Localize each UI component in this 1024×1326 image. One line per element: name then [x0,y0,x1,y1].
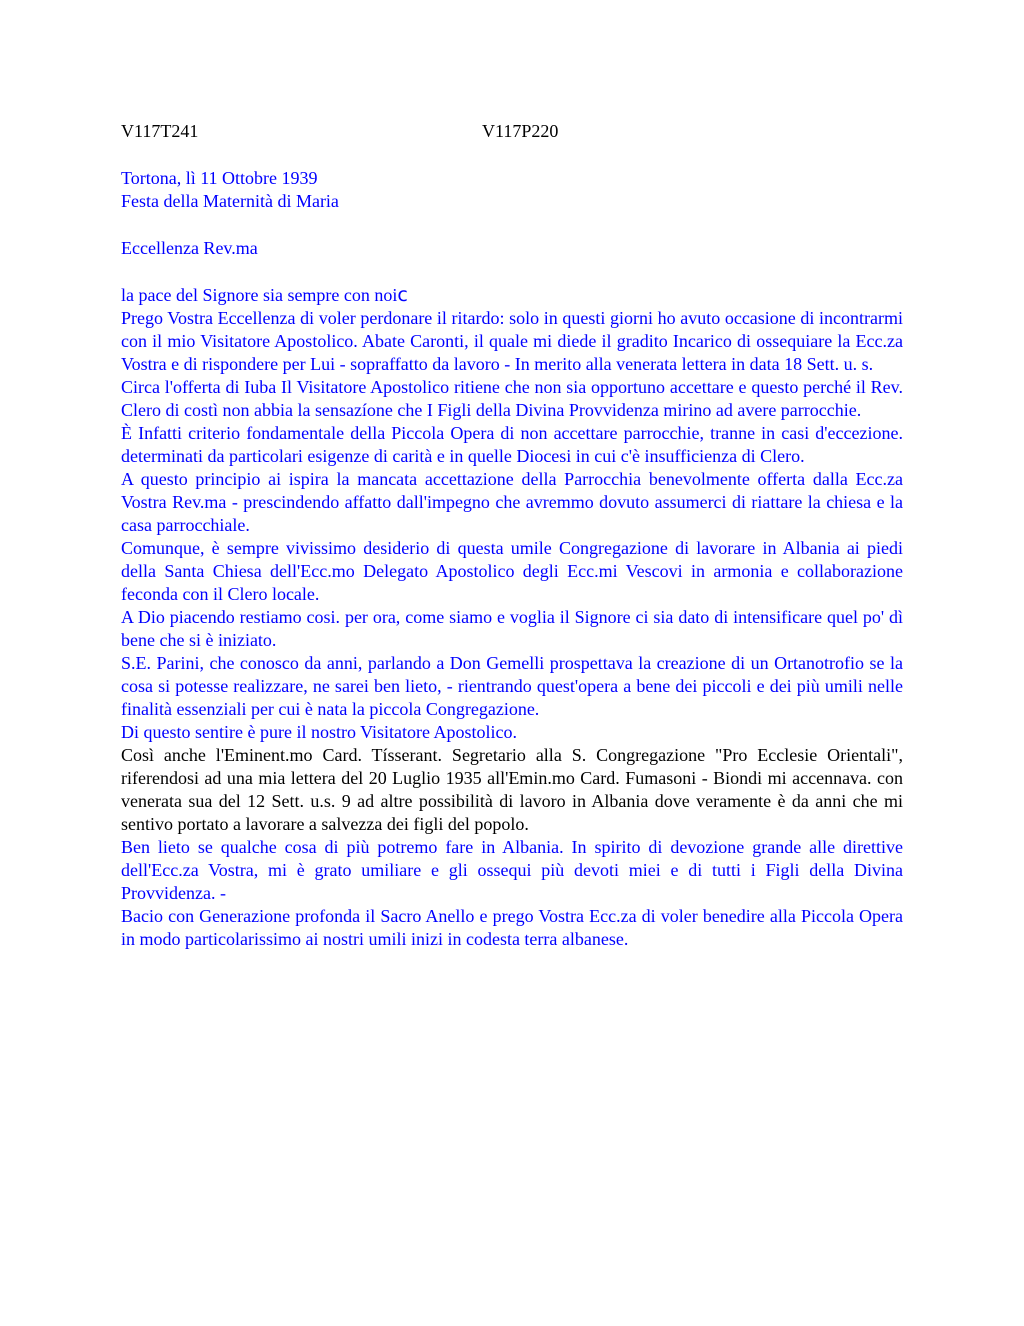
paragraph-visitatore: Di questo sentire è pure il nostro Visitatore Apostolico. [121,722,518,742]
greeting-text: la pace del Signore sia sempre con noi [121,285,398,305]
paragraph-parini: S.E. Parini, che conosco da anni, parlando a Don Gemelli prospettava la creazione di un Ortanotrofio se la cosa si potesse realizzare, ne sarei ben lieto, - rientrando quest'opera a bene dei piccoli e dei più umili nelle finalità essenziali per cui è nata la piccola Congregazione. [121,653,903,719]
paragraph-ben-lieto: Ben lieto se qualche cosa di più potremo fare in Albania. In spirito di devozione grande alle direttive dell'Ecc.za Vostra, mi è grato umiliare e gli ossequi più devoti miei e di tutti i Figli della Divina Provvidenza. - [121,837,903,903]
paragraph-bacio: Bacio con Generazione profonda il Sacro Anello e prego Vostra Ecc.za di voler benedire alla Piccola Opera in modo particolarissimo ai nostri umili inizi in codesta terra albanese. [121,906,903,949]
spacer [121,213,903,237]
paragraph-a-dio: A Dio piacendo restiamo cosi. per ora, come siamo e voglia il Signore ci sia dato di intensificare quel po' dì bene che si è iniziato. [121,607,903,650]
paragraph-ritardo: Prego Vostra Eccellenza di voler perdonare il ritardo: solo in questi giorni ho avuto occasione di incontrarmi con il mio Visitatore Apostolico. Abate Caronti, il quale mi diede il gradito Incarico di ossequiare la Ecc.za Vostra e di rispondere per Lui - sopraffatto da lavoro - In merito alla venerata lettera in data 18 Sett. u. s. [121,308,903,374]
salutation: Eccellenza Rev.ma [121,238,258,258]
reference-code-right: V117P220 [482,121,559,141]
feast-line: Festa della Maternità di Maria [121,191,339,211]
spacer [121,143,903,167]
paragraph-tisserant: Così anche l'Eminent.mo Card. Tísserant. Segretario alla S. Congregazione "Pro Ecclesie Orientali", riferendosi ad una mia lettera del 20 Luglio 1935 all'Emin.mo Card. Fumasoni - Biondi mi accennava. con venerata sua del 12 Sett. u.s. 9 ad altre possibilità di lavoro in Albania dove veramente è da anni che mi sentivo portato a lavorare a salvezza dei figli del popolo. [121,745,903,834]
paragraph-iuba: Circa l'offerta di Iuba Il Visitatore Apostolico ritiene che non sia opportuno accettare e questo perché il Rev. Clero di costì non abbia la sensazíone che I Figli della Divina Provvidenza mirino ad avere parrocchie. [121,377,903,420]
reference-header [121,120,903,143]
place-date: Tortona, lì 11 Ottobre 1939 [121,168,318,188]
paragraph-criterio: È Infatti criterio fondamentale della Piccola Opera di non accettare parrocchie, tranne in casi d'eccezione. determinati da particolari esigenze di carità e in quelle Diocesi in cui c'è insufficienza di Clero. [121,423,903,466]
greeting-mark: c [397,284,408,306]
spacer [121,260,903,284]
paragraph-desiderio: Comunque, è sempre vivissimo desiderio di questa umile Congregazione di lavorare in Albania ai piedi della Santa Chiesa dell'Ecc.mo Delegato Apostolico degli Ecc.mi Vescovi in armonia e collaborazione feconda con il Clero locale. [121,538,903,604]
paragraph-principio: A questo principio ai ispira la mancata accettazione della Parrocchia benevolmente offerta dalla Ecc.za Vostra Rev.ma - prescindendo affatto dall'impegno che avremmo dovuto assumerci di riattare la chiesa e la casa parrocchiale. [121,469,903,535]
greeting-line [121,284,903,307]
reference-code-left: V117T241 [121,121,199,141]
letter-page [121,120,903,951]
